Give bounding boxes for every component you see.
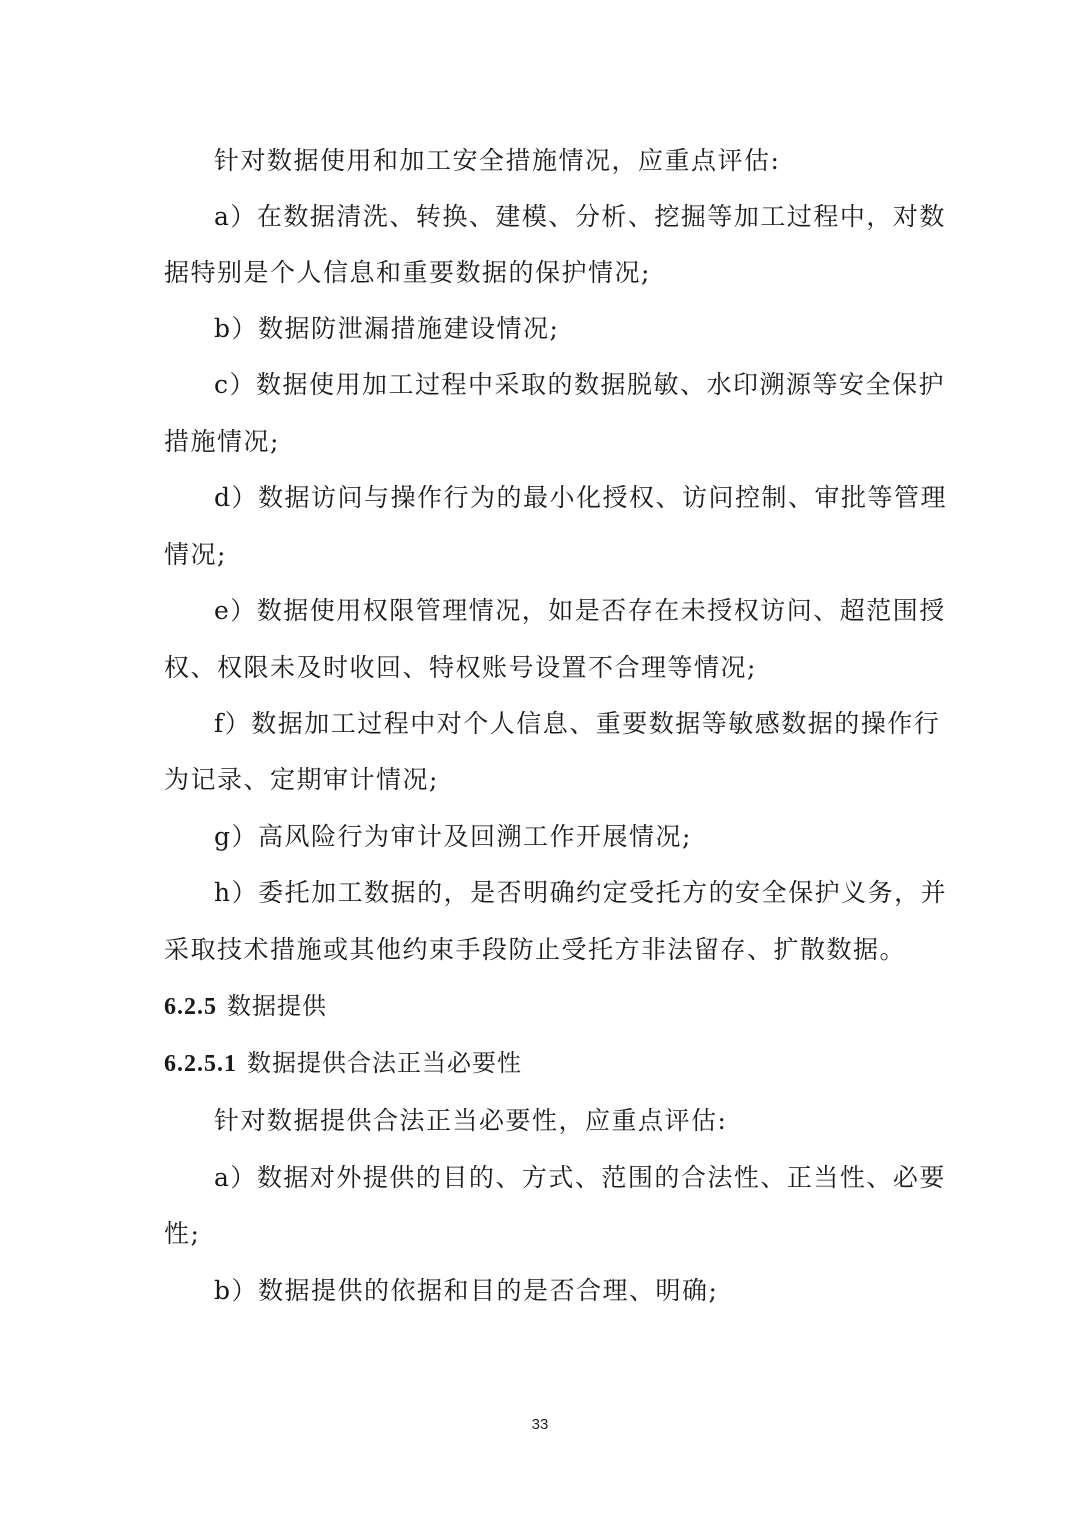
subsection-title: 数据提供合法正当必要性 — [247, 1049, 522, 1077]
section-heading-6-2-5-1 — [164, 1045, 924, 1081]
section-heading-6-2-5 — [164, 988, 924, 1024]
item-b: b）数据防泄漏措施建设情况; — [214, 314, 560, 343]
item-h-line-2: 采取技术措施或其他约束手段防止受托方非法留存、扩散数据。 — [164, 935, 907, 964]
item-b2: b）数据提供的依据和目的是否合理、明确; — [214, 1276, 719, 1305]
item-a-line-1: a）在数据清洗、转换、建模、分析、挖掘等加工过程中，对数 — [214, 202, 946, 231]
item-a2-line-1: a）数据对外提供的目的、方式、范围的合法性、正当性、必要 — [214, 1163, 946, 1192]
item-d-line-2: 情况; — [164, 540, 227, 569]
item-a-line-2: 据特别是个人信息和重要数据的保护情况; — [164, 258, 651, 287]
paragraph-intro-2: 针对数据提供合法正当必要性，应重点评估: — [214, 1106, 728, 1135]
item-c-line-1: c）数据使用加工过程中采取的数据脱敏、水印溯源等安全保护 — [214, 370, 946, 399]
section-title: 数据提供 — [227, 992, 327, 1020]
subsection-number: 6.2.5.1 — [164, 1051, 237, 1077]
paragraph-intro: 针对数据使用和加工安全措施情况，应重点评估: — [214, 146, 781, 175]
item-h-line-1: h）委托加工数据的，是否明确约定受托方的安全保护义务，并 — [214, 878, 948, 907]
item-f-line-2: 为记录、定期审计情况; — [164, 765, 439, 794]
item-e-line-1: e）数据使用权限管理情况，如是否存在未授权访问、超范围授 — [214, 596, 946, 625]
item-f-line-1: f）数据加工过程中对个人信息、重要数据等敏感数据的操作行 — [214, 709, 941, 738]
item-c-line-2: 措施情况; — [164, 427, 280, 456]
item-e-line-2: 权、权限未及时收回、特权账号设置不合理等情况; — [164, 653, 757, 682]
item-g: g）高风险行为审计及回溯工作开展情况; — [214, 822, 692, 851]
section-number: 6.2.5 — [164, 994, 217, 1020]
page-number: 33 — [531, 1416, 549, 1433]
item-d-line-1: d）数据访问与操作行为的最小化授权、访问控制、审批等管理 — [214, 483, 948, 512]
item-a2-line-2: 性; — [164, 1219, 201, 1248]
